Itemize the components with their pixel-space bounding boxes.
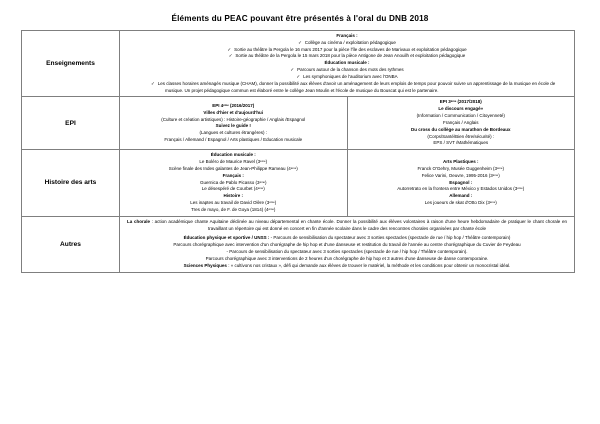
checkmark-icon: ✓: [227, 46, 232, 52]
hda-left-i2b-sup: ème: [257, 186, 264, 191]
hda-left-item: [123, 186, 344, 193]
hda-left-item: [123, 159, 344, 166]
list-item-text: Sortie au théâtre la Pergola le 16 mars 2017 pour la pièce l'île des esclaves de Marivaux et exploitation pédagogique: [234, 46, 467, 52]
epi-left-title-prefix: EPI 4: [212, 102, 224, 108]
list-item-text: Sortie au théâtre de la Pergola le 15 mars 2018 pour la pièce Antigone de Jean Anouilh et exploitation pédagogique: [235, 53, 466, 59]
table-row-autres: [22, 216, 575, 272]
hda-left-i3a-sup: ème: [269, 199, 275, 204]
hda-left-i3b-end: ): [273, 206, 276, 212]
page-title: Éléments du PEAC pouvant être présentés à l'oral du DNB 2018: [171, 14, 429, 23]
list-item: [123, 40, 571, 47]
hda-left-h3: Histoire :: [223, 193, 243, 199]
epi-right-title-suffix: (2017/2018): [456, 99, 482, 105]
autres-eps-text2-line: Parcours chorégraphique avec intervention d'un chorégraphe de hip hop et d'une danseuse et restitution du travail de l'année au centre chorégraphique du Cuvier de Feydeau: [173, 242, 521, 248]
row-label-autres: Autres: [22, 216, 120, 272]
hda-right-item: [351, 166, 572, 173]
cell-epi-4eme: [120, 97, 348, 150]
epi-right-subtitle: Le discours engagé»: [438, 106, 484, 112]
peac-table: [21, 30, 575, 273]
hda-right-i2a-sup: ème: [517, 186, 523, 191]
autres-sciences-text: : « cultivons nos cristaux », défi qui demande aux élèves de trouver le matériel, la méthode et les conditions pour obtenir un monocristal idéal.: [226, 262, 511, 268]
autres-eps-text1: - Parcours de sensibilisation du spectateur avec 3 sorties spectacles (spectacle de rue / hip hop / Théâtre contemporain): [269, 235, 511, 241]
hda-left-i2b-end: ): [263, 186, 265, 192]
hda-left-i3a-end: ): [274, 200, 277, 206]
epi-right-line3: (Corps/Santé/Bien être/sécurité) :: [427, 133, 495, 139]
hda-left-i3a: Les inaptes au travail de David Olère (3: [190, 200, 270, 206]
hda-left-i1a-sup: ème: [260, 158, 266, 163]
autres-chorale-label: La chorale: [127, 218, 150, 224]
checkmark-icon: ✓: [228, 53, 233, 59]
epi-left-line2: (Langues et cultures étrangères) :: [199, 130, 268, 136]
epi-right-subtitle2: Du cross du collège au marathon de Bordeaux: [410, 126, 511, 132]
epi-left-line1: (Culture et création artistiques) : Histoire-géographie / Anglais /Espagnol: [161, 116, 306, 122]
list-item-cham: [123, 81, 571, 95]
epi-right-title: [351, 99, 572, 106]
epi-right-line1: (Information / Communication / Citoyenneté): [416, 113, 505, 119]
hda-right-i3a: Les joueurs de skat d'Otto Dix (3: [424, 200, 490, 206]
table-row-epi: [22, 97, 575, 150]
heading-education-musicale: Éducation musicale :: [324, 60, 370, 66]
hda-right-i1a-end: ): [502, 165, 504, 171]
hda-left-item: [123, 166, 344, 173]
cell-epi-3eme: [347, 97, 575, 150]
hda-left-i1b-end: ): [296, 165, 298, 171]
autres-eps-text3-line: - Parcours de sensibilisation du spectateur avec 3 sorties spectacles (spectacle de rue / hip hop / Théâtre contemporain).: [226, 249, 468, 255]
hda-left-i1b-sup: ème: [290, 165, 297, 170]
row-label-enseignements: Enseignements: [22, 31, 120, 97]
hda-left-i1a-end: ): [265, 159, 268, 165]
row-label-epi: EPI: [22, 97, 120, 150]
checkmark-icon: ✓: [298, 39, 302, 45]
list-item: [123, 47, 571, 54]
hda-right-item: [351, 200, 572, 207]
autres-eps-paragraph: [123, 235, 571, 242]
row-label-histoire-des-arts: Histoire des arts: [22, 150, 120, 216]
hda-right-i1b: Felice Varini, Oeuvre, 1995-2016 (3: [421, 172, 493, 178]
hda-left-i2a-sup: ème: [259, 179, 265, 184]
hda-left-i3b-sup: ème: [268, 206, 274, 211]
cell-hda-left: [120, 150, 348, 216]
epi-left-subtitle2: Suivez le guide !: [215, 123, 251, 129]
epi-left-title-suffix: (2016/2017): [228, 102, 255, 108]
table-row-enseignements: [22, 31, 575, 97]
hda-right-i1b-sup: ème: [492, 172, 499, 177]
hda-left-h1: Éducation musicale :: [210, 152, 256, 158]
table-row-histoire-des-arts: [22, 150, 575, 216]
hda-left-item: [123, 207, 344, 214]
autres-eps-label: Éducation physique et sportive / UNSS :: [183, 235, 270, 241]
epi-right-line2: Français / Anglais: [442, 119, 479, 125]
autres-sciences-label: Sciences Physiques: [183, 262, 227, 268]
hda-right-i2a-end: ): [522, 186, 525, 192]
list-item-text: Les classes horaires aménagés musique (CHAM), donner la possibilité aux élèves d'avoir un aménagement de leurs emplois de temps pour pouvoir suivre un apprentissage de la musique en école de musique. Un projet pédagogique commun est élaboré entre le collège Jean Moulin et l'école de musique du Bouscat qui est le partenaire.: [157, 80, 556, 93]
hda-right-item: [351, 173, 572, 180]
hda-right-h2: Espagnol :: [449, 179, 473, 185]
hda-right-i3a-end: ): [495, 200, 497, 206]
hda-right-i3a-sup: ème: [489, 199, 496, 204]
cell-enseignements: [120, 31, 575, 97]
hda-left-i2a: Guernica de Pablo Picasso (3: [200, 179, 260, 185]
epi-left-title-sup: ème: [223, 102, 229, 107]
hda-left-i1b: Scène finale des Indes galantes de Jean-Philippe Rameau (4: [168, 165, 291, 171]
hda-right-i1a: Franck O'Gehry, Musée Guggenheim (3: [417, 165, 498, 171]
cell-autres: [120, 216, 575, 272]
hda-left-i3b: Tres de mayo, de F. de Goya (1814) (4: [191, 206, 269, 212]
autres-eps-text4-line: Parcours chorégraphique avec 3 interventions de 2 heures d'un chorégraphe de hip hop et 3 autres d'une danseuse de danse contemporaine.: [205, 255, 489, 261]
cell-hda-right: [347, 150, 575, 216]
hda-left-item: [123, 200, 344, 207]
hda-right-h3: Allemand :: [449, 193, 473, 199]
hda-left-i1a: Le Boléro de Maurice Ravel (3: [199, 159, 261, 165]
hda-right-i1a-sup: ème: [497, 165, 503, 170]
checkmark-icon: ✓: [151, 80, 155, 86]
epi-left-title: [123, 103, 344, 110]
list-item: [123, 74, 571, 81]
epi-left-subtitle: Villes d'hier et d'aujourd'hui: [203, 109, 264, 115]
hda-right-h1: Arts Plastiques :: [442, 159, 479, 165]
epi-right-title-prefix: EPI 3: [439, 99, 451, 105]
list-item-text: Parcours autour de la chanson des mots des rythmes: [297, 67, 404, 73]
epi-right-title-sup: ème: [450, 99, 457, 104]
hda-right-item: [351, 186, 572, 193]
list-item: [123, 67, 571, 74]
autres-chorale-text: : action académique chante Aquitaine déclinée au niveau départemental en chante école. Donner la possibilité aux élèves volontaires à raison d'une heure hebdomadaire de pratiquer le chant chorale en travaillant un répertoire qui est donné en concert en fin d'année scolaire dans le cadre des rencontres chorales organisées par chante école: [149, 218, 567, 231]
epi-right-line4: EPS / SVT /Mathématiques: [433, 140, 489, 146]
list-item-text: Collège au cinéma / exploitation pédagogique: [304, 39, 396, 45]
autres-chorale-paragraph: [123, 219, 571, 233]
epi-left-line3: Français / Allemand / Espagnol / Arts plastiques / Education musicale: [164, 137, 303, 142]
hda-left-i2b: Le désespéré de Courbet (4: [201, 186, 258, 192]
hda-right-i2a: Autorretrato en la frontera entre México y Estados Unidos (3: [397, 186, 518, 192]
checkmark-icon: ✓: [290, 67, 295, 73]
autres-sciences-paragraph: [123, 263, 571, 270]
list-item-text: Les symphoniques de l'auditorium avec l'ONBA: [303, 73, 398, 79]
hda-left-h2: Français :: [222, 172, 244, 178]
hda-right-i1b-end: ): [498, 172, 500, 178]
heading-francais: Français :: [336, 33, 358, 38]
hda-left-i2a-end: ): [264, 179, 267, 185]
checkmark-icon: ✓: [296, 73, 301, 79]
